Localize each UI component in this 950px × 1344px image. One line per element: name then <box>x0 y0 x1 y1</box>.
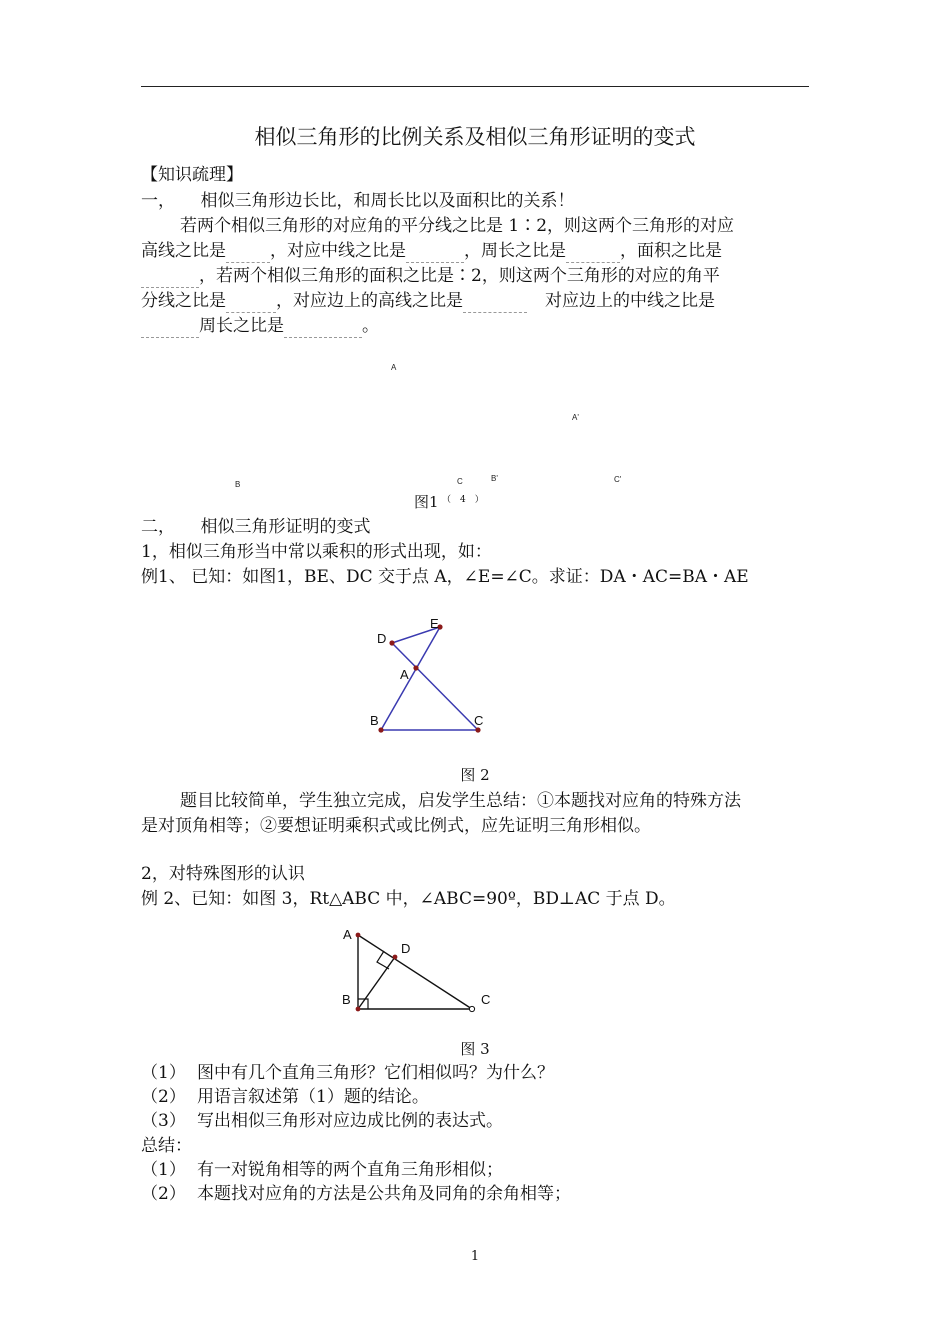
text-segment: ，面积之比是 <box>620 241 722 261</box>
text-segment: ，对应边上的高线之比是 <box>276 291 463 311</box>
question-number: （2） <box>141 1087 186 1107</box>
text-segment: ，周长之比是 <box>464 241 566 261</box>
figure1-label-C-prime: C' <box>614 475 622 484</box>
figure1-label-A-prime: A' <box>572 413 579 422</box>
summary1-line2: 是对顶角相等；②要想证明乘积式或比例式，应先证明三角形相似。 <box>141 816 651 836</box>
figure2-label-B: B <box>370 713 379 728</box>
part2-item1: 1，相似三角形当中常以乘积的形式出现，如： <box>141 542 492 562</box>
summary-2 <box>141 1182 571 1206</box>
figure1-label-B: B <box>235 480 241 489</box>
summary-number: （1） <box>141 1160 186 1180</box>
question-3 <box>141 1109 503 1133</box>
point-D <box>393 955 398 960</box>
figure2-caption: 图 2 <box>460 766 490 784</box>
figure3-label-B: B <box>342 992 351 1007</box>
question-text: 图中有几个直角三角形？它们相似吗？为什么？ <box>197 1063 554 1083</box>
question-number: （3） <box>141 1111 186 1131</box>
page-title: 相似三角形的比例关系及相似三角形证明的变式 <box>254 125 696 149</box>
question-text: 写出相似三角形对应边成比例的表达式。 <box>197 1111 503 1131</box>
part3-item2: 2，对特殊图形的认识 <box>141 864 305 884</box>
question-2 <box>141 1085 429 1109</box>
point-A <box>356 933 361 938</box>
figure1-caption: 图1 <box>414 493 439 511</box>
text-segment: 分线之比是 <box>141 291 226 311</box>
example1: 例1、 已知：如图1，BE、DC 交于点 A，∠E=∠C。求证：DA・AC=BA・AE <box>141 567 749 587</box>
figure2-label-C: C <box>474 713 484 728</box>
figure3-label-A: A <box>343 927 352 942</box>
figure2-label-D: D <box>377 631 387 646</box>
summary-text: 本题找对应角的方法是公共角及同角的余角相等； <box>197 1184 571 1204</box>
section-heading: 【知识疏理】 <box>141 165 243 185</box>
part2-heading: 二， 相似三角形证明的变式 <box>141 517 371 537</box>
figure3-label-D: D <box>401 941 411 956</box>
figure3-label-C: C <box>481 992 491 1007</box>
summary-text: 有一对锐角相等的两个直角三角形相似； <box>197 1160 503 1180</box>
question-number: （1） <box>141 1063 186 1083</box>
figure1-label-C: C <box>457 477 463 486</box>
example2: 例 2、已知：如图 3，Rt△ABC 中，∠ABC=90º，BD⊥AC 于点 D。 <box>141 889 676 909</box>
figure1-caption-sub: （ 4 ） <box>442 495 484 505</box>
segment-BD <box>358 957 395 1009</box>
segment-AC <box>358 935 472 1009</box>
summary1-line1: 题目比较简单，学生独立完成，启发学生总结：①本题找对应角的特殊方法 <box>180 791 741 811</box>
figure2-label-E: E <box>430 616 439 631</box>
question-1 <box>141 1061 554 1085</box>
point-C <box>469 1006 474 1011</box>
summary-label: 总结： <box>141 1136 192 1156</box>
summary-1 <box>141 1158 503 1182</box>
figure1-label-B-prime: B' <box>491 474 498 483</box>
text-segment: 高线之比是 <box>141 241 226 261</box>
figure1-label-A: A <box>391 363 397 372</box>
text-segment: ，若两个相似三角形的面积之比是∶2，则这两个三角形的对应的角平 <box>199 266 720 286</box>
text-segment: ，对应中线之比是 <box>270 241 406 261</box>
summary-number: （2） <box>141 1184 186 1204</box>
text-segment: 对应边上的中线之比是 <box>545 291 715 311</box>
figure3-caption: 图 3 <box>460 1040 490 1058</box>
question-text: 用语言叙述第（1）题的结论。 <box>197 1087 429 1107</box>
text-segment: 。 <box>362 316 379 336</box>
point-B <box>356 1007 361 1012</box>
figure2-label-A: A <box>400 667 409 682</box>
page-number: 1 <box>470 1249 480 1264</box>
part1-heading: 一， 相似三角形边长比，和周长比以及面积比的关系！ <box>141 191 575 211</box>
part1-line1: 若两个相似三角形的对应角的平分线之比是 1∶2，则这两个三角形的对应 <box>180 216 735 236</box>
text-segment: 周长之比是 <box>199 316 284 336</box>
